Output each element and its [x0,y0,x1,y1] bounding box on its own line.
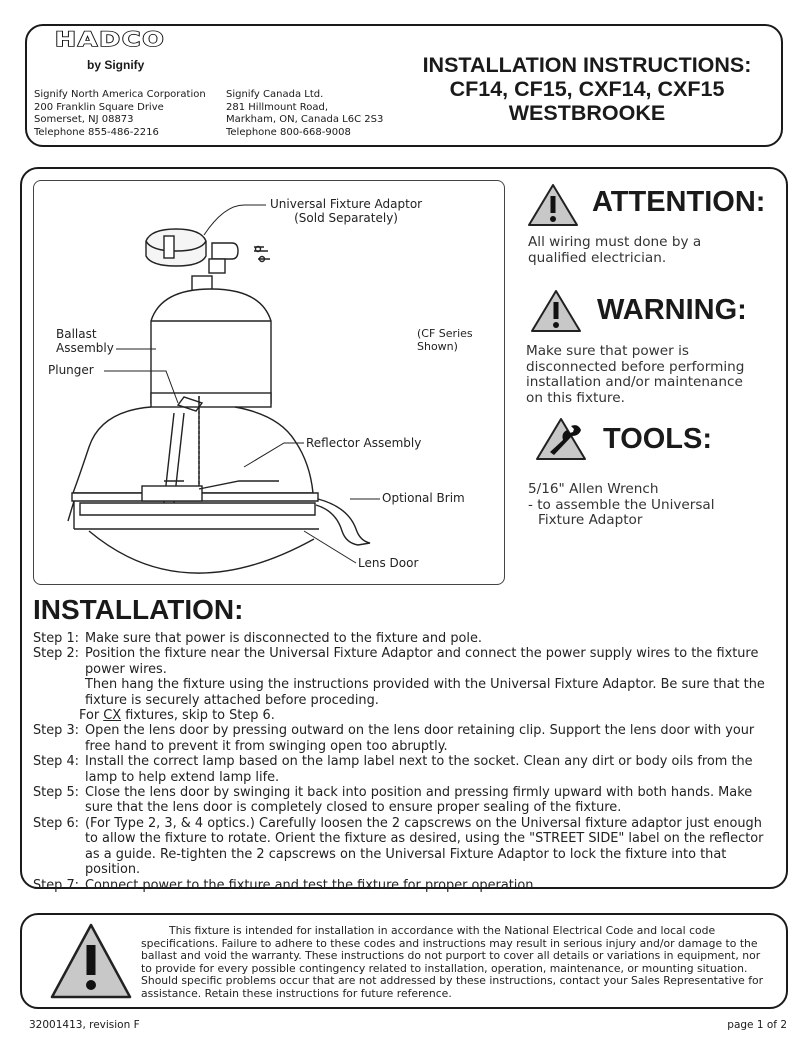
installation-steps [33,631,773,893]
label-cf-series [417,327,473,353]
step-2 [33,646,773,677]
lens-door-drawing [74,529,319,573]
label-adaptor-line2: (Sold Separately) [294,211,398,225]
hadco-logo [55,28,205,52]
step-2-cx-post: fixtures, skip to Step 6. [121,708,275,724]
title-line-3: WESTBROOKE [508,101,666,125]
step-6-text: (For Type 2, 3, & 4 optics.) Carefully loosen the 2 capscrews on the Universal fixture adaptor just enough to allow the fixture to rotate. Orient the fixture as desired, using the "STREET SIDE" label on the reflector as a guide. Re-tighten the 2 capscrews on the Universal Fixture Adaptor to lock the fixture into that position. [85,815,764,878]
disclaimer-warning-icon [48,921,134,1001]
label-cf-line1: (CF Series [417,327,473,340]
warning-text: Make sure that power is disconnected before performing installation and/or maintenance on this fixture. [526,343,745,406]
step-1-label: Step 1: [33,631,79,646]
step-5-text: Close the lens door by swinging it back into position and pressing firmly upward with both hands. Make sure that the lens door is completely closed to ensure proper sealing of the fixture. [85,785,753,816]
tools-text [528,482,768,529]
step-1-text: Make sure that power is disconnected to the fixture and pole. [85,631,483,646]
step-3 [33,723,773,754]
label-cf-line2: Shown) [417,340,458,353]
step-7-label: Step 7: [33,877,79,893]
label-ballast-line1: Ballast [56,327,97,341]
label-plunger: Plunger [48,363,94,377]
title-line-1: INSTALLATION INSTRUCTIONS: [422,53,752,77]
step-4 [33,754,773,785]
attention-warning-icon [527,182,579,228]
step-2-continued: Then hang the fixture using the instructions provided with the Universal Fixture Adaptor. Be sure that the fixture is securely attached before proceding. [85,677,765,708]
step-2-label: Step 2: [33,646,79,662]
step-2-cx-note [33,708,773,723]
wrench-icon [535,416,587,462]
step-3-label: Step 3: [33,723,79,739]
brim-drawing [68,499,370,545]
step-4-label: Step 4: [33,754,79,770]
attention-heading: ATTENTION: [592,186,766,218]
step-7 [33,878,773,893]
address-us: Signify North America Corporation 200 Franklin Square Drive Somerset, NJ 08873 Telephone 855-486-2216 [34,89,206,138]
tools-heading: TOOLS: [603,423,713,455]
label-brim: Optional Brim [382,491,465,505]
tools-line-1: 5/16" Allen Wrench [528,481,659,497]
disclaimer-box [20,913,788,1009]
step-6 [33,816,773,878]
disclaimer-text: This fixture is intended for installation in accordance with the National Electrical Code and local code specifications. Failure to adhere to these codes and instructions may result in serious injury and/or damage to the ballast and void the warranty. These instructions do not purport to cover all details or variations in equipment, nor to provide for every possible contingency related to installation, operation, maintenance, or mounting situation. Should specific problems occur that are not addressed by these instructions, contact your Sales Representative for assistance. Retain these instructions for future reference. [141,924,764,1000]
label-ballast [56,327,114,355]
by-signify-logo [87,58,144,72]
step-4-text: Install the correct lamp based on the lamp label next to the socket. Clean any dirt or body oils from the lamp to help extend lamp life. [85,754,753,785]
doc-id: 32001413, revision F [29,1019,140,1031]
attention-text: All wiring must done by a qualified electrician. [528,234,702,266]
step-2-cx-pre: For [79,708,104,724]
step-3-text: Open the lens door by pressing outward on the lens door retaining clip. Support the lens door with your free hand to prevent it from swinging open too abruptly. [85,723,755,754]
step-2-cx-word: CX [103,708,122,724]
warning-icon [530,288,582,334]
warning-heading: WARNING: [597,294,747,326]
address-canada: Signify Canada Ltd. 281 Hillmount Road, Markham, ON, Canada L6C 2S3 Telephone 800-668-9008 [226,89,384,138]
tools-line-3: Fixture Adaptor [538,512,643,528]
hadco-logo-text: HADCO [55,28,166,51]
adaptor-drawing [146,229,270,273]
reflector-drawing [72,396,318,503]
installation-heading: INSTALLATION: [33,594,244,625]
label-ballast-line2: Assembly [56,341,114,355]
tools-line-2: - to assemble the Universal [528,496,715,513]
label-adaptor-line1: Universal Fixture Adaptor [270,197,423,211]
step-7-text: Connect power to the fixture and test the fixture for proper operation [85,877,534,893]
step-6-label: Step 6: [33,815,79,831]
header-box [25,24,783,147]
by-signify-text: by Signify [87,58,145,72]
page-number: page 1 of 2 [727,1019,787,1031]
label-reflector: Reflector Assembly [306,436,422,450]
diagram-panel [33,180,505,585]
fixture-diagram [34,181,505,585]
ballast-drawing [151,276,271,407]
label-lens-door: Lens Door [358,556,419,570]
document-title [412,53,762,125]
title-line-2: CF14, CF15, CXF14, CXF15 [449,77,725,101]
step-5-label: Step 5: [33,785,79,801]
step-5 [33,785,773,816]
step-1 [33,631,773,646]
label-adaptor [270,197,422,225]
step-2-text: Position the fixture near the Universal Fixture Adaptor and connect the power supply wires to the fixture power wires. [85,646,759,677]
